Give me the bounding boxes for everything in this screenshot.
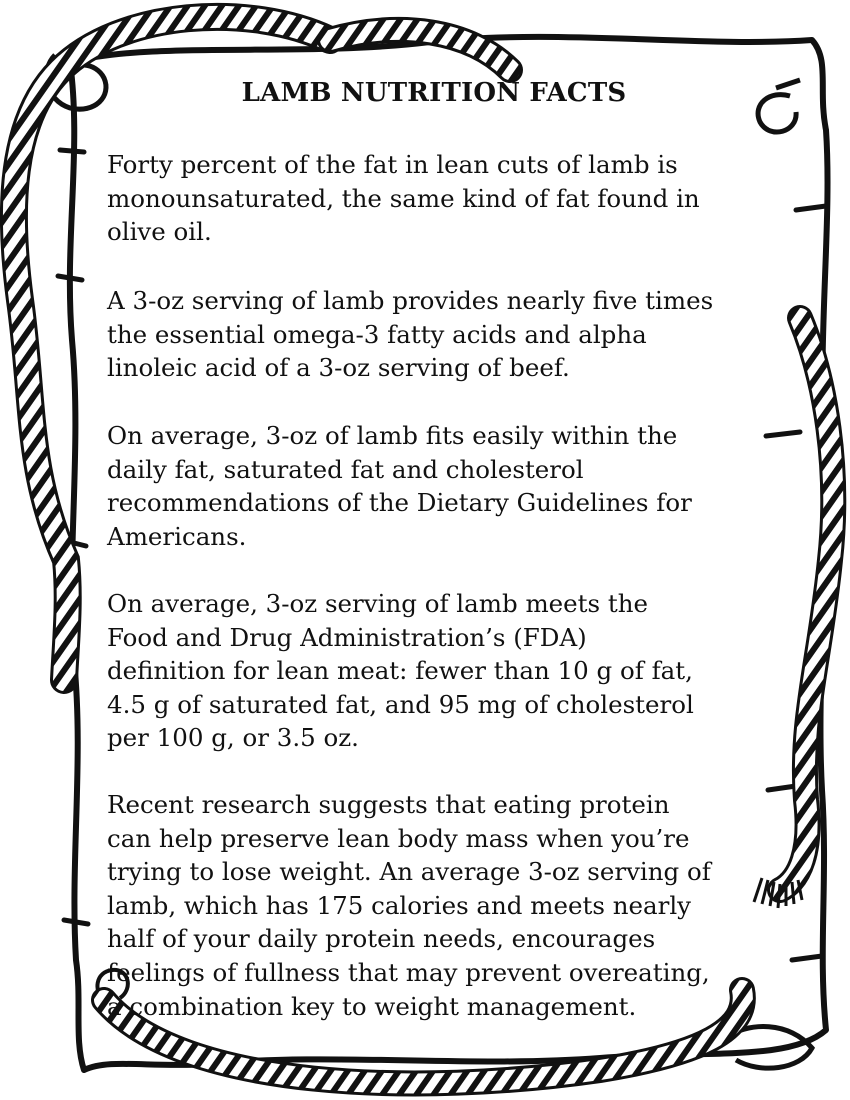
fact-paragraph: Recent research suggests that eating protein can help preserve lean body mass when you’re trying to lose weight. An average 3-oz serving of lamb, which has 175 calories and meets nearly half of your daily protein needs, encourages feelings of fullness that may prevent overeating, a combination key to weight management.	[107, 790, 711, 1021]
page-title: LAMB NUTRITION FACTS	[241, 78, 627, 108]
fact-paragraph: On average, 3-oz serving of lamb meets the Food and Drug Administration’s (FDA) definition for lean meat: fewer than 10 g of fat, 4.5 g of saturated fat, and 95 mg of cholesterol per 100 g, or 3.5 oz.	[107, 589, 694, 753]
fact-paragraph: On average, 3-oz of lamb fits easily within the daily fat, saturated fat and cholesterol recommendations of the Dietary Guidelines for Americans.	[107, 421, 692, 551]
fact-paragraph: A 3-oz serving of lamb provides nearly five times the essential omega-3 fatty acids and alpha linoleic acid of a 3-oz serving of beef.	[107, 286, 714, 383]
fact-paragraph: Forty percent of the fat in lean cuts of lamb is monounsaturated, the same kind of fat found in olive oil.	[107, 150, 700, 247]
